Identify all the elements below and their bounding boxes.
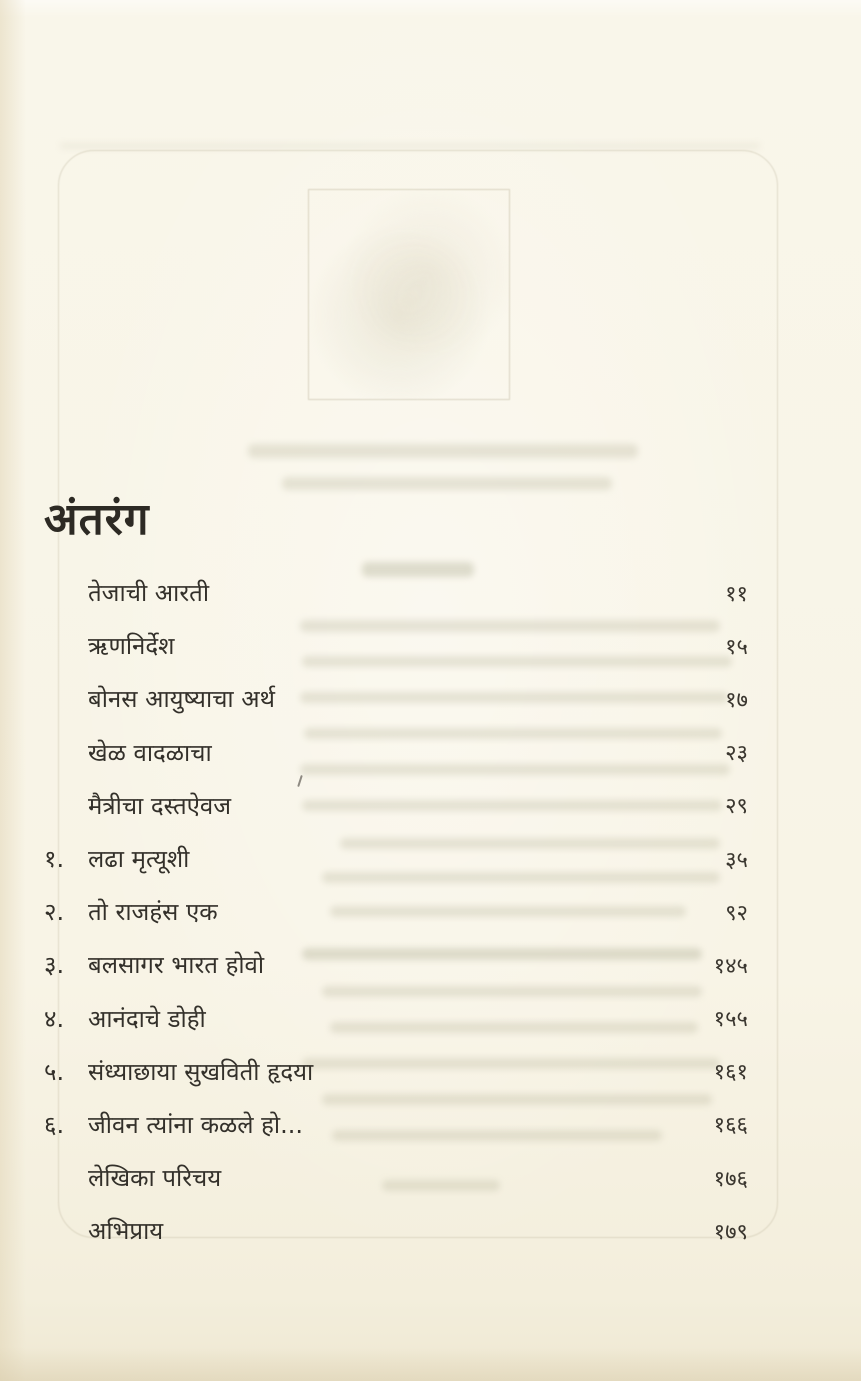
- toc-row: [44, 1045, 748, 1098]
- toc-entry-title: संध्याछाया सुखविती हृदया: [88, 1057, 314, 1086]
- toc-entry-title: आनंदाचे डोही: [88, 1004, 206, 1033]
- showthrough-artifact: [60, 143, 760, 149]
- toc-entry-title: बोनस आयुष्याचा अर्थ: [88, 685, 275, 714]
- toc-entry-title: तो राजहंस एक: [88, 898, 218, 927]
- scan-edge-shadow: [0, 0, 26, 1381]
- toc-entry-page: १५: [725, 634, 748, 660]
- showthrough-photo: [308, 189, 510, 400]
- toc-entry-page: २३: [725, 741, 748, 767]
- toc-row: [44, 1151, 748, 1204]
- scan-edge-highlight: [0, 0, 861, 18]
- toc-entry-title: लढा मृत्यूशी: [88, 845, 190, 874]
- toc-row: [44, 619, 748, 672]
- toc-entry-title: बलसागर भारत होवो: [88, 951, 265, 980]
- showthrough-artifact: [282, 477, 612, 490]
- scan-edge-shadow-bottom: [0, 1347, 861, 1381]
- toc-entry-page: १४५: [713, 953, 748, 979]
- toc-entry-page: ३५: [725, 847, 748, 873]
- toc-entry-page: १७६: [713, 1166, 748, 1192]
- toc-entry-title: ऋणनिर्देश: [88, 632, 175, 661]
- toc-entry-title: तेजाची आरती: [88, 579, 210, 608]
- toc-entry-page: १६६: [713, 1113, 748, 1139]
- showthrough-artifact: [248, 444, 638, 458]
- toc-entry-page: ९२: [725, 900, 748, 926]
- toc-entry-title: मैत्रीचा दस्तऐवज: [88, 791, 232, 820]
- toc-row: [44, 885, 748, 938]
- toc-entry-number: ४.: [44, 1004, 65, 1033]
- toc-list: [44, 566, 748, 1257]
- page-title: अंतरंग: [44, 494, 150, 546]
- toc-entry-page: १७९: [713, 1219, 748, 1245]
- toc-row: [44, 992, 748, 1045]
- toc-entry-page: २९: [725, 794, 748, 820]
- toc-entry-number: ३.: [44, 951, 65, 980]
- toc-entry-number: १.: [44, 845, 65, 874]
- toc-entry-title: खेळ वादळाचा: [88, 738, 212, 767]
- toc-row: [44, 1098, 748, 1151]
- toc-entry-page: १७: [725, 687, 748, 713]
- toc-entry-number: ६.: [44, 1110, 65, 1139]
- toc-row: [44, 938, 748, 991]
- toc-entry-page: १५५: [713, 1007, 748, 1033]
- toc-row: [44, 726, 748, 779]
- toc-row: [44, 566, 748, 619]
- toc-entry-title: लेखिका परिचय: [88, 1164, 222, 1193]
- toc-entry-number: २.: [44, 898, 65, 927]
- toc-entry-number: ५.: [44, 1057, 65, 1086]
- toc-row: [44, 1204, 748, 1257]
- toc-row: [44, 779, 748, 832]
- toc-row: [44, 672, 748, 725]
- toc-entry-title: अभिप्राय: [88, 1217, 164, 1246]
- toc-entry-page: १६१: [713, 1060, 748, 1086]
- toc-entry-page: ११: [725, 581, 748, 607]
- toc-entry-title: जीवन त्यांना कळले हो...: [88, 1110, 303, 1139]
- toc-row: [44, 832, 748, 885]
